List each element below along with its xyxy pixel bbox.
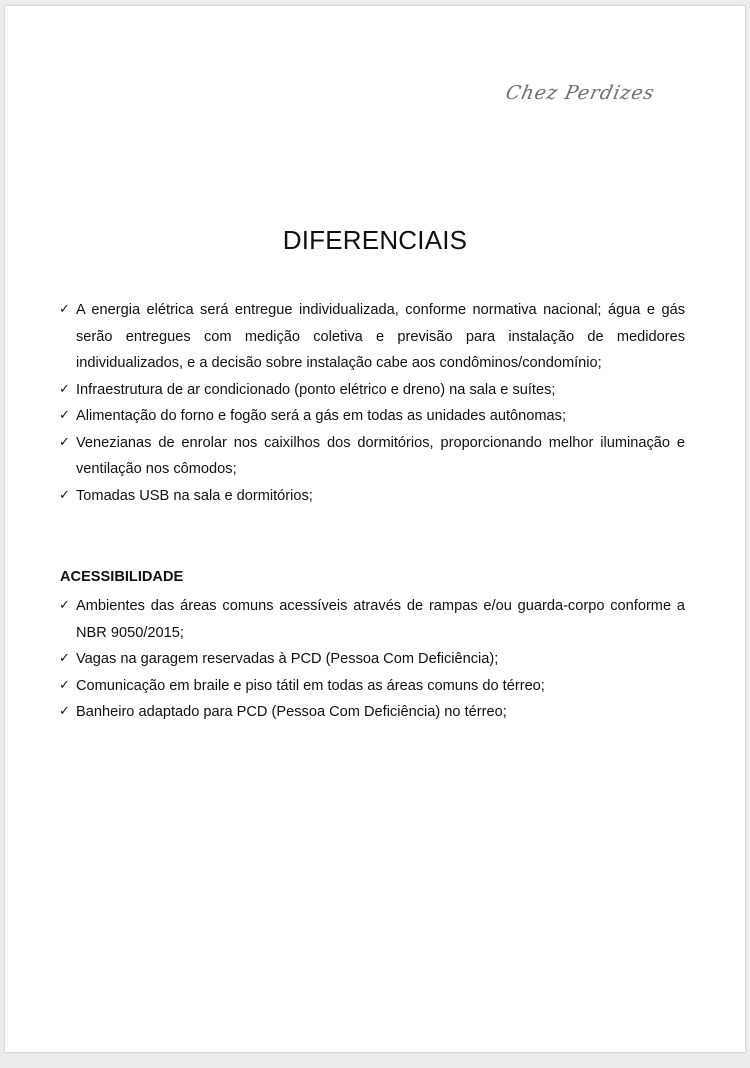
- list-item-text: A energia elétrica será entregue individualizada, conforme normativa nacional; água e gás serão entregues com medição coletiva e previsão para instalação de medidores individualizados, e a decisão sobre instalação cabe aos condôminos/condomínio;: [76, 302, 685, 371]
- list-item-text: Tomadas USB na sala e dormitórios;: [76, 487, 313, 504]
- check-icon: ✓: [59, 598, 70, 613]
- check-icon: ✓: [59, 487, 70, 503]
- list-item-text: Ambientes das áreas comuns acessíveis através de rampas e/ou guarda-corpo conforme a NBR 9050/2015;: [76, 598, 685, 641]
- diferenciais-list: [59, 297, 685, 509]
- check-icon: ✓: [59, 434, 70, 450]
- check-icon: ✓: [59, 302, 70, 317]
- document-page: [5, 6, 745, 1052]
- check-icon: ✓: [59, 651, 70, 666]
- list-item: [59, 699, 685, 726]
- check-icon: ✓: [59, 381, 70, 397]
- check-icon: ✓: [59, 408, 70, 423]
- list-item: [59, 297, 685, 377]
- acessibilidade-heading: ACESSIBILIDADE: [60, 569, 184, 585]
- acessibilidade-list: [59, 593, 685, 726]
- list-item-text: Comunicação em braile e piso tátil em todas as áreas comuns do térreo;: [76, 677, 545, 694]
- list-item-text: Alimentação do forno e fogão será a gás em todas as unidades autônomas;: [76, 408, 567, 424]
- check-icon: ✓: [59, 677, 70, 693]
- list-item: [59, 593, 685, 646]
- brand-logo: Chez Perdizes: [503, 82, 657, 104]
- page-title: DIFERENCIAIS: [282, 225, 468, 255]
- list-item: [59, 673, 685, 700]
- list-item: [59, 403, 685, 430]
- list-item: [59, 483, 685, 510]
- list-item: [59, 430, 685, 483]
- list-item: [59, 646, 685, 673]
- list-item-text: Infraestrutura de ar condicionado (ponto elétrico e dreno) na sala e suítes;: [76, 381, 556, 398]
- check-icon: ✓: [59, 704, 70, 719]
- list-item: [59, 377, 685, 404]
- list-item-text: Vagas na garagem reservadas à PCD (Pessoa Com Deficiência);: [76, 651, 499, 667]
- list-item-text: Venezianas de enrolar nos caixilhos dos dormitórios, proporcionando melhor iluminação e ventilação nos cômodos;: [76, 434, 685, 477]
- list-item-text: Banheiro adaptado para PCD (Pessoa Com Deficiência) no térreo;: [76, 704, 507, 720]
